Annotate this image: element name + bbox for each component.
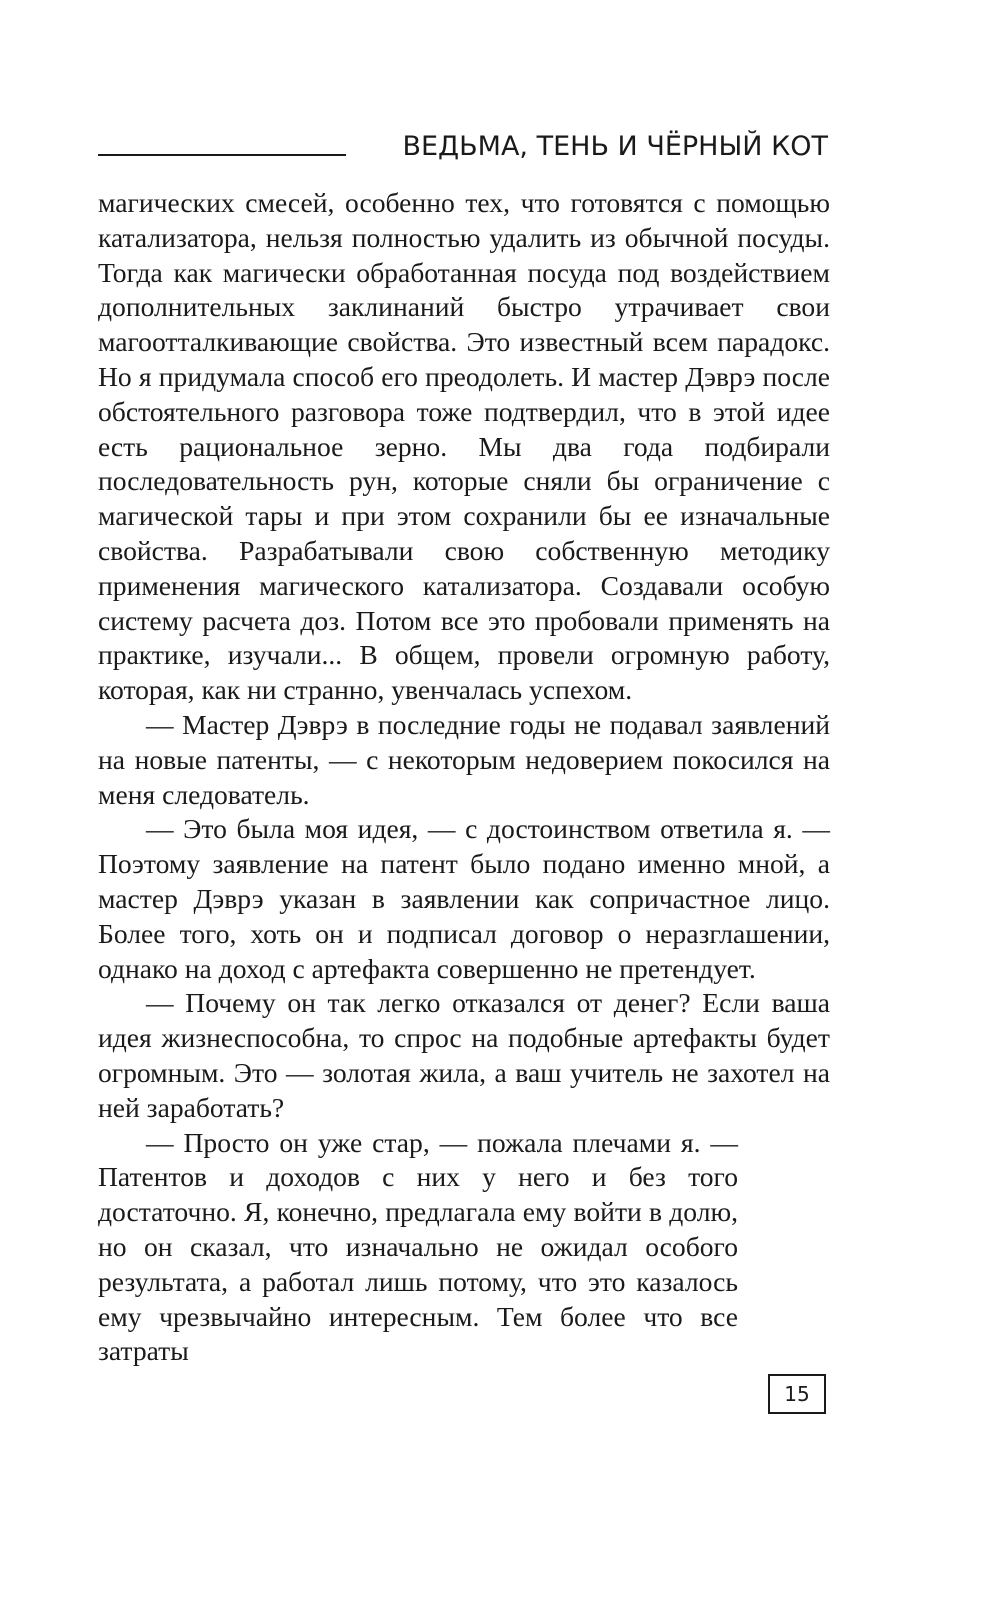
body-text — [98, 186, 830, 1369]
paragraph-5: — Просто он уже стар, — пожала плечами я. — Патентов и доходов с них у него и без того достаточно. Я, конечно, предлагала ему войти в долю, но он сказал, что изначально не ожидал особого результата, а работал лишь потому, что это казалось ему чрезвычайно интересным. Тем более что все затраты — [98, 1126, 738, 1367]
header-rule — [98, 154, 346, 156]
page-number: 15 — [768, 1374, 826, 1414]
paragraph-1: магических смесей, особенно тех, что готовятся с помощью катализатора, нельзя полностью удалить из обычной посуды. Тогда как магически обработанная посуда под воздействием дополнительных заклинаний быстро утрачивает свои магоотталкивающие свойства. Это известный всем парадокс. Но я придумала способ его преодолеть. И мастер Дэврэ после обстоятельного разговора тоже подтвердил, что в этой идее есть рациональное зерно. Мы два года подбирали последовательность рун, которые сняли бы ограничение с магической тары и при этом сохранили бы ее изначальные свойства. Разрабатывали свою собственную методику применения магического катализатора. Создавали особую систему расчета доз. Потом все это пробовали применять на практике, изучали... В общем, провели огромную работу, которая, как ни странно, увенчалась успехом. — [98, 187, 830, 706]
paragraph-3: — Это была моя идея, — с достоинством ответила я. — Поэтому заявление на патент было подано именно мной, а мастер Дэврэ указан в заявлении как сопричастное лицо. Более того, хоть он и подписал договор о неразглашении, однако на доход с артефакта совершенно не претендует. — [98, 813, 830, 984]
paragraph-4: — Почему он так легко отказался от денег? Если ваша идея жизнеспособна, то спрос на подобные артефакты будет огромным. Это — золотая жила, а ваш учитель не захотел на ней заработать? — [98, 987, 830, 1123]
book-title: ВЕДЬМА, ТЕНЬ И ЧЁРНЫЙ КОТ — [402, 131, 828, 162]
running-header — [98, 120, 828, 160]
paragraph-2: — Мастер Дэврэ в последние годы не подавал заявлений на новые патенты, — с некоторым недоверием покосился на меня следователь. — [98, 708, 830, 810]
